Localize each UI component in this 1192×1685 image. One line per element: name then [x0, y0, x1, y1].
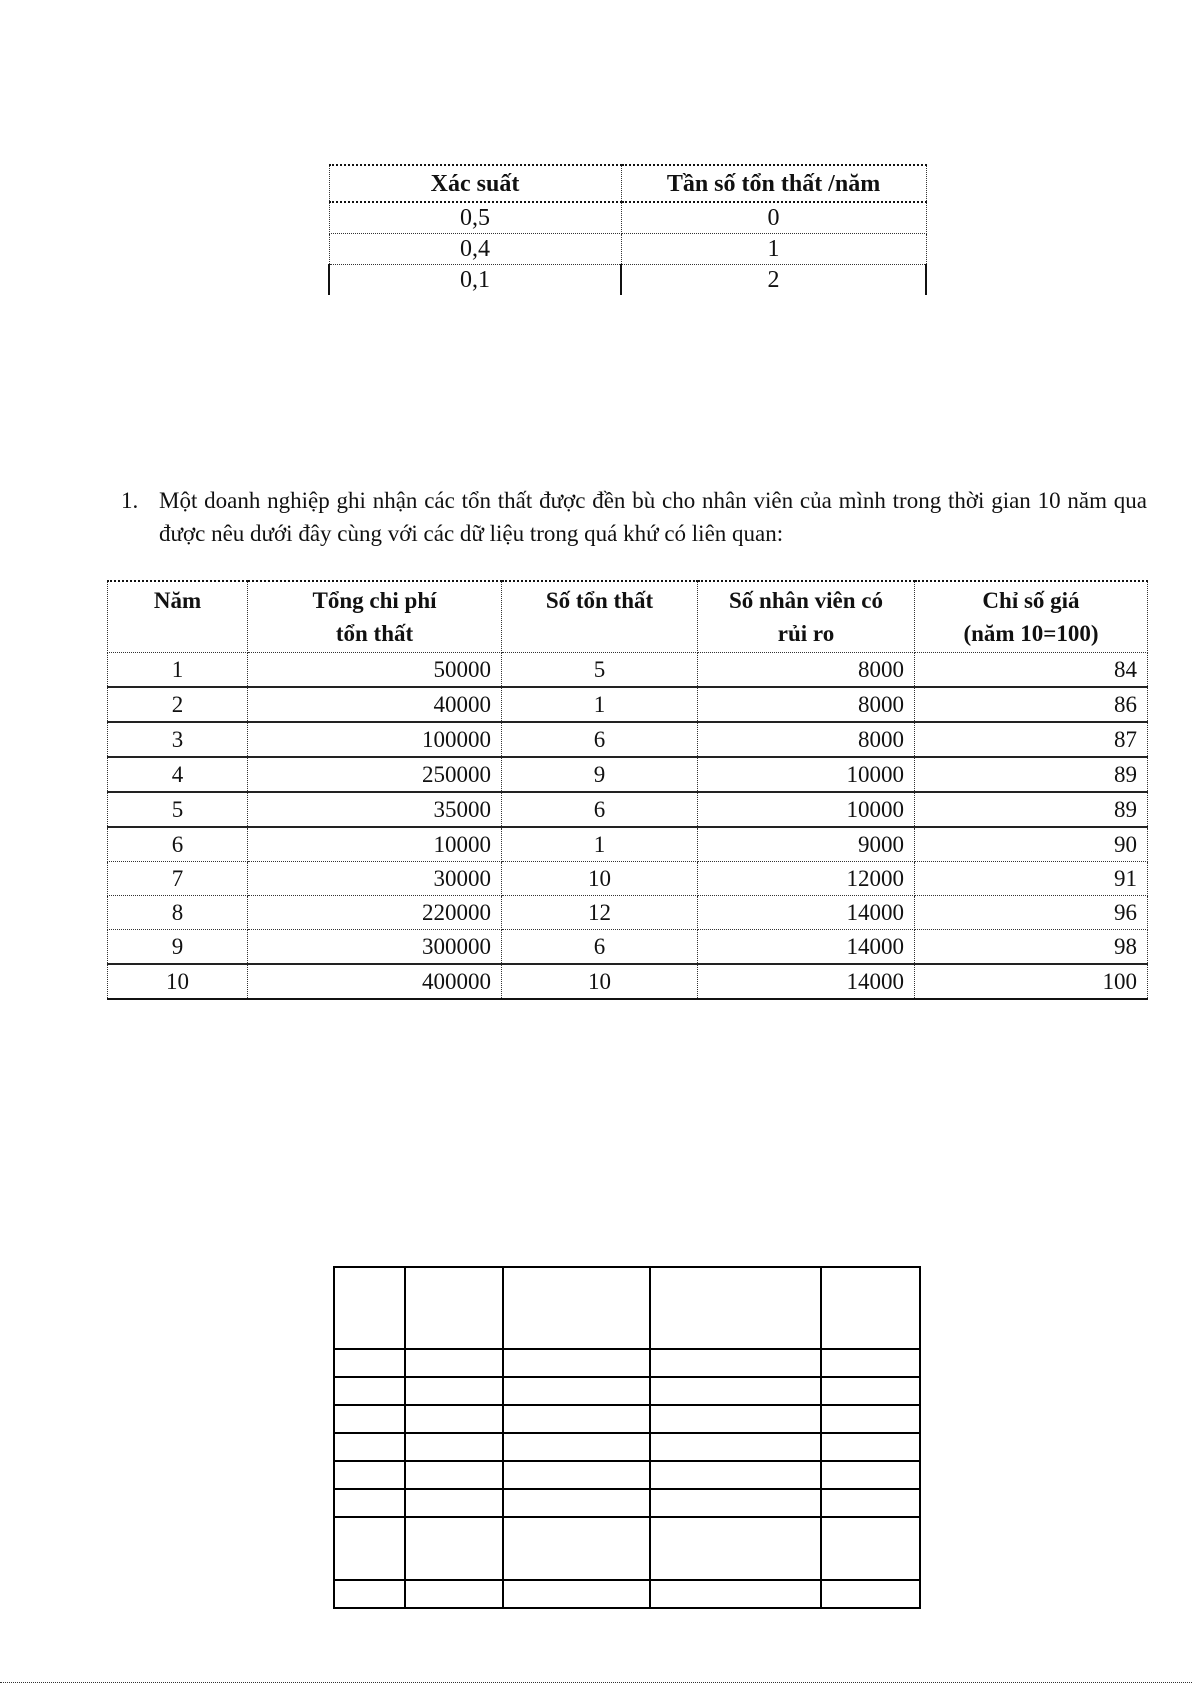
table-row	[108, 722, 1148, 757]
header-frequency: Tần số tổn thất /năm	[621, 165, 926, 202]
column-header	[698, 581, 915, 653]
cell: 6	[502, 722, 698, 757]
empty-row	[334, 1580, 920, 1608]
empty-cell	[503, 1377, 650, 1405]
cell: 86	[915, 687, 1148, 722]
cell: 9000	[698, 827, 915, 862]
cell: 0,5	[329, 202, 621, 234]
empty-cell	[334, 1517, 405, 1580]
empty-cell	[503, 1489, 650, 1517]
column-header-line2: rủi ro	[777, 621, 835, 646]
empty-cell	[821, 1377, 920, 1405]
empty-cell	[503, 1580, 650, 1608]
empty-cell	[821, 1517, 920, 1580]
table-row	[108, 792, 1148, 827]
empty-cell	[405, 1349, 503, 1377]
cell: 10000	[698, 792, 915, 827]
cell: 2	[621, 265, 926, 296]
empty-cell	[503, 1267, 650, 1349]
empty-row	[334, 1405, 920, 1433]
cell: 12	[502, 896, 698, 930]
column-header-line2: (năm 10=100)	[963, 621, 1099, 646]
table-header-row	[329, 165, 926, 202]
cell: 8000	[698, 722, 915, 757]
empty-cell	[503, 1433, 650, 1461]
empty-cell	[334, 1267, 405, 1349]
cell: 1	[502, 827, 698, 862]
empty-cell	[821, 1489, 920, 1517]
empty-cell	[650, 1580, 821, 1608]
cell: 50000	[248, 653, 502, 688]
cell: 2	[108, 687, 248, 722]
cell: 12000	[698, 862, 915, 896]
empty-cell	[821, 1580, 920, 1608]
empty-cell	[650, 1433, 821, 1461]
cell: 1	[108, 653, 248, 688]
empty-cell	[821, 1349, 920, 1377]
empty-cell	[334, 1377, 405, 1405]
cell: 10	[502, 964, 698, 999]
column-header-line2	[512, 617, 687, 650]
column-header-line1: Năm	[153, 588, 202, 613]
cell: 250000	[248, 757, 502, 792]
cell: 96	[915, 896, 1148, 930]
column-header-line1: Chỉ số giá	[982, 588, 1080, 613]
empty-cell	[334, 1461, 405, 1489]
empty-row	[334, 1267, 920, 1349]
column-header-line2: tổn thất	[335, 621, 414, 646]
empty-cell	[334, 1349, 405, 1377]
probability-table	[328, 164, 927, 295]
cell: 30000	[248, 862, 502, 896]
empty-cell	[650, 1489, 821, 1517]
cell: 0,4	[329, 234, 621, 265]
cell: 8000	[698, 653, 915, 688]
cell: 8000	[698, 687, 915, 722]
cell: 1	[502, 687, 698, 722]
table-header-row	[108, 581, 1148, 653]
column-header-line1: Số tổn thất	[545, 588, 654, 613]
empty-cell	[650, 1267, 821, 1349]
table-row	[108, 687, 1148, 722]
cell: 14000	[698, 964, 915, 999]
page-bottom-divider	[0, 1682, 1192, 1683]
cell: 100	[915, 964, 1148, 999]
cell: 5	[108, 792, 248, 827]
empty-cell	[405, 1461, 503, 1489]
cell: 89	[915, 792, 1148, 827]
empty-cell	[334, 1433, 405, 1461]
empty-cell	[405, 1377, 503, 1405]
empty-row	[334, 1489, 920, 1517]
empty-cell	[405, 1405, 503, 1433]
cell: 6	[108, 827, 248, 862]
question-text: Một doanh nghiệp ghi nhận các tổn thất được đền bù cho nhân viên của mình trong thời gian 10 năm qua được nêu dưới đây cùng với các dữ liệu trong quá khứ có liên quan:	[159, 488, 1147, 546]
empty-cell	[821, 1433, 920, 1461]
cell: 91	[915, 862, 1148, 896]
empty-row	[334, 1517, 920, 1580]
cell: 9	[108, 930, 248, 965]
cell: 8	[108, 896, 248, 930]
cell: 300000	[248, 930, 502, 965]
empty-grid-table	[333, 1266, 921, 1609]
cell: 5	[502, 653, 698, 688]
cell: 0,1	[329, 265, 621, 296]
cell: 220000	[248, 896, 502, 930]
cell: 100000	[248, 722, 502, 757]
empty-cell	[650, 1377, 821, 1405]
cell: 90	[915, 827, 1148, 862]
column-header-line2	[118, 617, 237, 650]
cell: 84	[915, 653, 1148, 688]
table-row	[108, 757, 1148, 792]
question-number: 1.	[121, 488, 139, 513]
column-header	[248, 581, 502, 653]
empty-row	[334, 1433, 920, 1461]
header-probability: Xác suất	[329, 165, 621, 202]
cell: 4	[108, 757, 248, 792]
cell: 7	[108, 862, 248, 896]
empty-cell	[821, 1461, 920, 1489]
cell: 1	[621, 234, 926, 265]
cell: 3	[108, 722, 248, 757]
empty-cell	[334, 1489, 405, 1517]
cell: 400000	[248, 964, 502, 999]
empty-cell	[405, 1580, 503, 1608]
cell: 6	[502, 792, 698, 827]
empty-cell	[821, 1405, 920, 1433]
table-row	[108, 862, 1148, 896]
column-header-line1: Tổng chi phí	[312, 588, 437, 613]
cell: 10	[108, 964, 248, 999]
column-header-line1: Số nhân viên có	[728, 588, 883, 613]
cell: 87	[915, 722, 1148, 757]
table-row	[329, 265, 926, 296]
empty-cell	[821, 1267, 920, 1349]
cell: 10000	[698, 757, 915, 792]
column-header	[108, 581, 248, 653]
table-row	[108, 896, 1148, 930]
empty-row	[334, 1461, 920, 1489]
cell: 14000	[698, 930, 915, 965]
empty-cell	[405, 1517, 503, 1580]
cell: 9	[502, 757, 698, 792]
empty-cell	[503, 1461, 650, 1489]
empty-cell	[334, 1405, 405, 1433]
empty-cell	[405, 1267, 503, 1349]
column-header	[915, 581, 1148, 653]
empty-row	[334, 1349, 920, 1377]
table-row	[329, 234, 926, 265]
empty-cell	[503, 1405, 650, 1433]
question-paragraph	[121, 484, 1147, 550]
loss-data-table	[107, 580, 1148, 1000]
cell: 14000	[698, 896, 915, 930]
cell: 6	[502, 930, 698, 965]
table-row	[108, 964, 1148, 999]
cell: 40000	[248, 687, 502, 722]
cell: 98	[915, 930, 1148, 965]
table-row	[329, 202, 926, 234]
empty-cell	[650, 1405, 821, 1433]
empty-cell	[405, 1489, 503, 1517]
empty-cell	[650, 1517, 821, 1580]
empty-cell	[650, 1461, 821, 1489]
empty-cell	[503, 1517, 650, 1580]
table-row	[108, 653, 1148, 688]
empty-cell	[405, 1433, 503, 1461]
column-header	[502, 581, 698, 653]
cell: 0	[621, 202, 926, 234]
empty-cell	[503, 1349, 650, 1377]
empty-cell	[334, 1580, 405, 1608]
cell: 89	[915, 757, 1148, 792]
table-row	[108, 827, 1148, 862]
cell: 10	[502, 862, 698, 896]
cell: 10000	[248, 827, 502, 862]
table-row	[108, 930, 1148, 965]
empty-cell	[650, 1349, 821, 1377]
empty-row	[334, 1377, 920, 1405]
cell: 35000	[248, 792, 502, 827]
